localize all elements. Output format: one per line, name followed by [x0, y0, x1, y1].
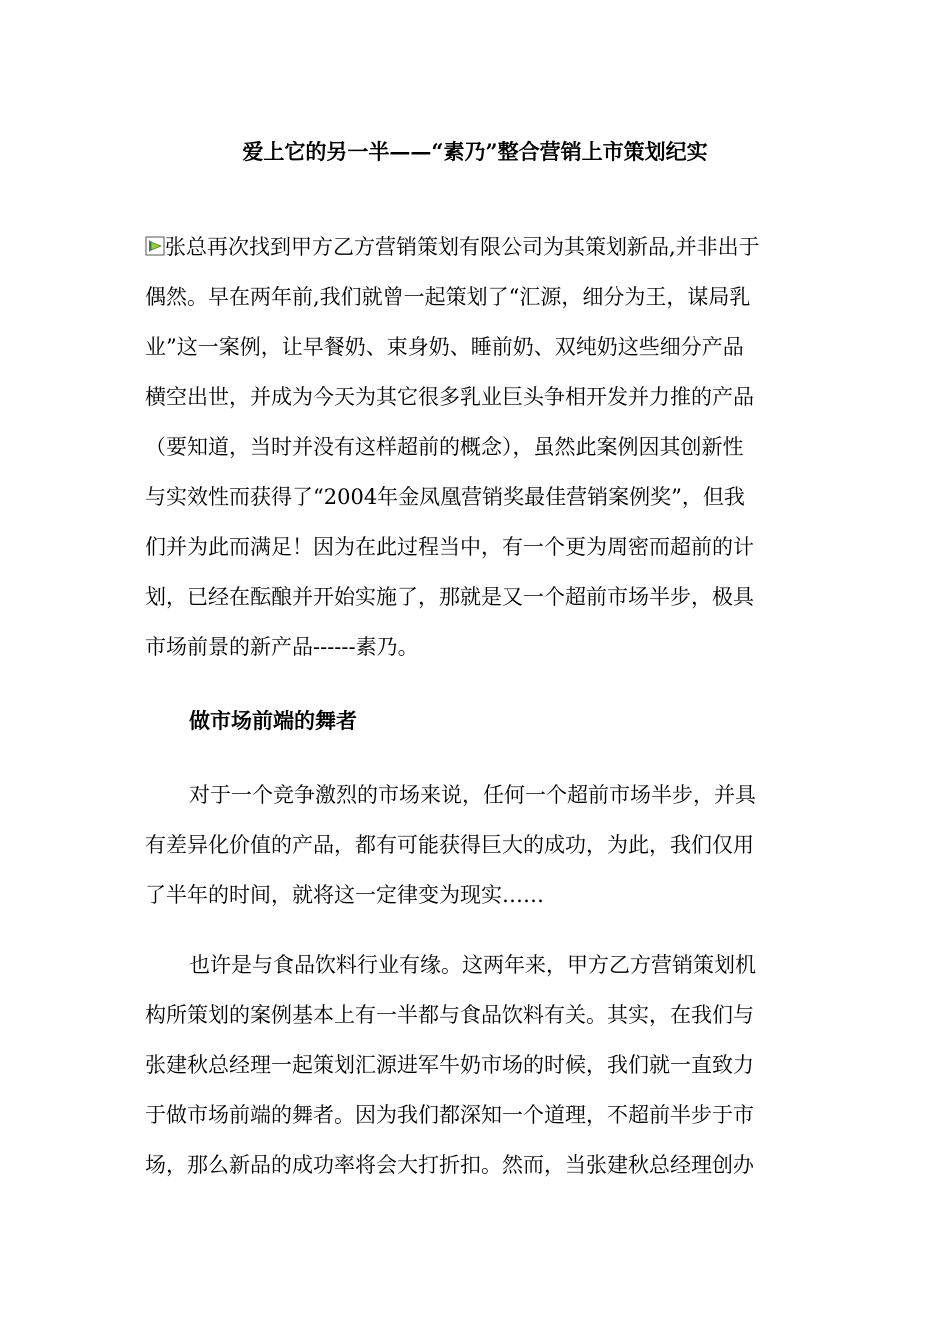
paragraph-line: 对于一个竞争激烈的市场来说，任何一个超前市场半步，并具: [189, 783, 756, 807]
paragraph-line: 构所策划的案例基本上有一半都与食品饮料有关。其实，在我们与: [145, 1003, 754, 1027]
paragraph-history: [145, 940, 805, 1190]
paragraph-line: 偶然。早在两年前,我们就曾一起策划了“汇源，细分为王，谋局乳: [145, 285, 751, 309]
paragraph-competition: [145, 770, 805, 920]
paragraph-line: 场，那么新品的成功率将会大打折扣。然而，当张建秋总经理创办: [145, 1153, 754, 1177]
paragraph-line: 张总再次找到甲方乙方营销策划有限公司为其策划新品,并非出于: [145, 222, 805, 272]
paragraph-line: 业”这一案例，让早餐奶、束身奶、睡前奶、双纯奶这些细分产品: [145, 335, 744, 359]
paragraph-line: 有差异化价值的产品，都有可能获得巨大的成功，为此，我们仅用: [145, 833, 754, 857]
paragraph-line: 于做市场前端的舞者。因为我们都深知一个道理，不超前半步于市: [145, 1103, 754, 1127]
paragraph-line: 也许是与食品饮料行业有缘。这两年来，甲方乙方营销策划机: [189, 953, 756, 977]
paragraph-line: 市场前景的新产品------素乃。: [145, 635, 419, 659]
paragraph-intro: [145, 222, 805, 672]
document-title: 爱上它的另一半——“素乃”整合营销上市策划纪实: [242, 139, 708, 164]
paragraph-line: 划，已经在酝酿并开始实施了，那就是又一个超前市场半步，极具: [145, 585, 754, 609]
paragraph-line: （要知道，当时并没有这样超前的概念），虽然此案例因其创新性: [145, 435, 744, 459]
section-heading: 做市场前端的舞者: [189, 708, 357, 733]
paragraph-line: 横空出世，并成为今天为其它很多乳业巨头争相开发并力推的产品: [145, 385, 754, 409]
paragraph-line: 们并为此而满足！因为在此过程当中，有一个更为周密而超前的计: [145, 535, 754, 559]
paragraph-line: 与实效性而获得了“2004年金凤凰营销奖最佳营销案例奖”，但我: [145, 485, 745, 509]
paragraph-line: 张建秋总经理一起策划汇源进军牛奶市场的时候，我们就一直致力: [145, 1053, 754, 1077]
paragraph-line: 了半年的时间，就将这一定律变为现实……: [145, 883, 544, 907]
bookmark-arrow-icon: [145, 236, 165, 256]
